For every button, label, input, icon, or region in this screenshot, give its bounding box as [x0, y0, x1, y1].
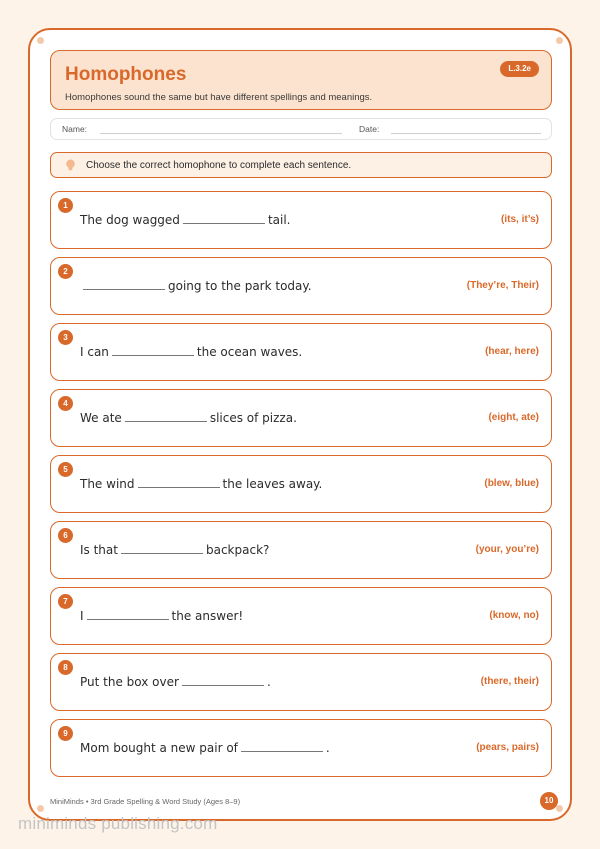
page-title: Homophones — [65, 64, 187, 85]
answer-options: (They’re, Their) — [466, 280, 539, 291]
footer-text: MiniMinds • 3rd Grade Spelling & Word Study (Ages 8–9) — [50, 797, 241, 806]
sentence-start: Put the box over — [80, 675, 179, 689]
answer-blank[interactable] — [182, 685, 264, 686]
name-label: Name: — [62, 124, 88, 134]
corner-dot — [37, 37, 44, 44]
question-number: 4 — [58, 396, 73, 411]
corner-dot — [556, 805, 563, 812]
name-line[interactable] — [100, 133, 342, 134]
standard-badge: L.3.2e — [500, 61, 539, 77]
question-sentence — [80, 609, 243, 623]
answer-blank[interactable] — [138, 487, 220, 488]
question-sentence — [80, 345, 302, 359]
question-card — [50, 191, 552, 249]
answer-blank[interactable] — [183, 223, 265, 224]
question-sentence — [80, 279, 312, 293]
sentence-start: The wind — [80, 477, 135, 491]
worksheet — [28, 28, 572, 821]
question-number: 8 — [58, 660, 73, 675]
instructions-text: Choose the correct homophone to complete each sentence. — [86, 160, 352, 171]
page-number: 10 — [540, 792, 558, 810]
question-number: 9 — [58, 726, 73, 741]
question-card — [50, 653, 552, 711]
date-line[interactable] — [391, 133, 541, 134]
answer-blank[interactable] — [121, 553, 203, 554]
question-number: 2 — [58, 264, 73, 279]
answer-blank[interactable] — [125, 421, 207, 422]
answer-blank[interactable] — [241, 751, 323, 752]
sentence-start: The dog wagged — [80, 213, 180, 227]
worksheet-header — [50, 50, 552, 110]
sentence-start: We ate — [80, 411, 122, 425]
corner-dot — [556, 37, 563, 44]
answer-options: (blew, blue) — [484, 478, 539, 489]
answer-options: (know, no) — [489, 610, 539, 621]
sentence-start: I can — [80, 345, 109, 359]
answer-blank[interactable] — [112, 355, 194, 356]
question-sentence — [80, 477, 322, 491]
question-card — [50, 521, 552, 579]
answer-options: (eight, ate) — [488, 412, 539, 423]
sentence-end: tail. — [267, 213, 291, 227]
name-date-bar — [50, 118, 552, 140]
question-number: 5 — [58, 462, 73, 477]
question-sentence — [80, 741, 330, 755]
question-number: 6 — [58, 528, 73, 543]
sentence-end: the leaves away. — [222, 477, 323, 491]
sentence-start: Is that — [80, 543, 118, 557]
question-card — [50, 257, 552, 315]
question-sentence — [80, 213, 290, 227]
answer-options: (its, it’s) — [501, 214, 539, 225]
question-number: 3 — [58, 330, 73, 345]
question-number: 7 — [58, 594, 73, 609]
question-card — [50, 587, 552, 645]
sentence-end: backpack? — [205, 543, 270, 557]
answer-options: (hear, here) — [485, 346, 539, 357]
question-card — [50, 455, 552, 513]
lightbulb-icon — [65, 159, 76, 171]
question-sentence — [80, 543, 269, 557]
question-sentence — [80, 411, 297, 425]
answer-blank[interactable] — [83, 289, 165, 290]
date-label: Date: — [359, 124, 380, 134]
sentence-end: the answer! — [171, 609, 244, 623]
instructions-box — [50, 152, 552, 178]
answer-options: (there, their) — [480, 676, 539, 687]
corner-dot — [37, 805, 44, 812]
sentence-end: slices of pizza. — [209, 411, 297, 425]
question-card — [50, 323, 552, 381]
sentence-end: the ocean waves. — [196, 345, 303, 359]
answer-options: (your, you’re) — [475, 544, 539, 555]
answer-options: (pears, pairs) — [476, 742, 539, 753]
page-subtitle: Homophones sound the same but have different spellings and meanings. — [65, 92, 373, 103]
question-card — [50, 719, 552, 777]
question-number: 1 — [58, 198, 73, 213]
question-card — [50, 389, 552, 447]
question-sentence — [80, 675, 271, 689]
answer-blank[interactable] — [87, 619, 169, 620]
sentence-end: . — [325, 741, 330, 755]
sentence-end: going to the park today. — [168, 279, 312, 293]
sentence-end: . — [266, 675, 271, 689]
sentence-start: Mom bought a new pair of — [80, 741, 238, 755]
watermark-text: miniminds publishing.com — [18, 814, 218, 833]
sentence-start: I — [80, 609, 84, 623]
